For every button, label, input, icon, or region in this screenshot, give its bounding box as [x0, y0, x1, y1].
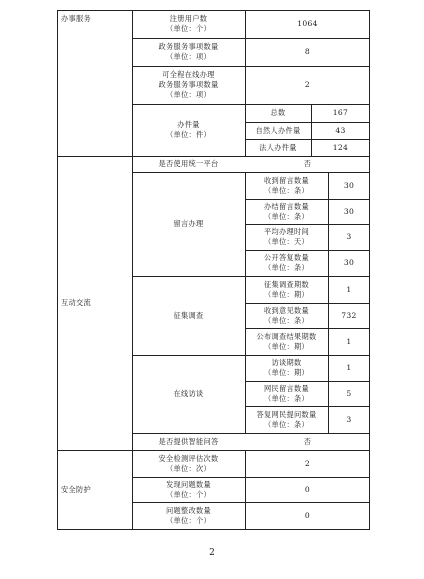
section-title-interaction: 互动交流: [61, 298, 91, 307]
interview-answers-label: 答复网民提问数量 （单位：条）: [256, 409, 317, 429]
survey-opinions-label: 收到意见数量 （单位：条）: [264, 305, 309, 325]
service-items-label: 政务服务事项数量 （单位：项）: [158, 42, 219, 61]
assessments-value: 2: [304, 458, 311, 468]
online-items-value: 2: [304, 80, 311, 89]
smart-qa-label: 是否提供智能问答: [158, 436, 219, 446]
cases-legal-value: 124: [332, 142, 349, 152]
messages-label: 留言办理: [173, 219, 204, 228]
survey-results-label: 公布调查结果期数 （单位：期）: [256, 331, 317, 351]
messages-handled-label: 办结留言数量 （单位：条）: [264, 201, 309, 221]
issues-fixed-label: 问题整改数量 （单位：个）: [166, 505, 211, 525]
online-items-label: 可全程在线办理 政务服务事项数量 （单位：项）: [158, 70, 219, 99]
smart-qa-value: 否: [303, 436, 312, 446]
messages-avg-time-label: 平均办理时间 （单位：天）: [264, 227, 309, 246]
interview-answers-value: 3: [346, 414, 352, 424]
cases-total-value: 167: [332, 108, 349, 117]
registered-users-label: 注册用户数 （单位：个）: [166, 14, 211, 33]
issues-found-label: 发现问题数量 （单位：个）: [166, 479, 211, 499]
registered-users-value: 1064: [297, 19, 318, 28]
survey-label: 征集调查: [173, 310, 204, 320]
messages-received-value: 30: [343, 180, 355, 190]
page-number: 2: [209, 548, 215, 558]
cases-label: 办件量 （单位：件）: [166, 120, 211, 139]
section-title-service: 办事服务: [61, 14, 91, 23]
interview-questions-value: 5: [346, 388, 352, 398]
cases-natural-label: 自然人办件量: [255, 125, 301, 135]
statistics-table: [57, 10, 370, 530]
service-items-value: 8: [304, 47, 311, 56]
messages-received-label: 收到留言数量 （单位：条）: [264, 175, 309, 195]
survey-periods-label: 征集调查期数 （单位：期）: [264, 279, 309, 299]
interview-label: 在线访谈: [173, 389, 204, 398]
cases-total-label: 总数: [270, 108, 286, 117]
messages-public-replies-value: 30: [343, 258, 355, 267]
cases-legal-label: 法人办件量: [259, 142, 297, 152]
assessments-label: 安全检测评估次数 （单位：次）: [158, 453, 219, 473]
messages-handled-value: 30: [343, 206, 355, 216]
survey-results-value: 1: [346, 336, 352, 346]
issues-fixed-value: 0: [304, 510, 311, 520]
interview-questions-label: 网民留言数量 （单位：条）: [264, 383, 309, 403]
section-title-security: 安全防护: [61, 485, 91, 494]
interview-periods-label: 访谈期数 （单位：期）: [264, 358, 309, 377]
unified-platform-value: 否: [303, 159, 312, 168]
messages-avg-time-value: 3: [346, 232, 352, 241]
survey-opinions-value: 732: [341, 310, 357, 320]
issues-found-value: 0: [304, 484, 311, 494]
unified-platform-label: 是否使用统一平台: [158, 159, 219, 168]
survey-periods-value: 1: [346, 284, 352, 294]
cases-natural-value: 43: [335, 125, 346, 135]
messages-public-replies-label: 公开答复数量 （单位：条）: [264, 253, 309, 272]
interview-periods-value: 1: [346, 363, 352, 372]
